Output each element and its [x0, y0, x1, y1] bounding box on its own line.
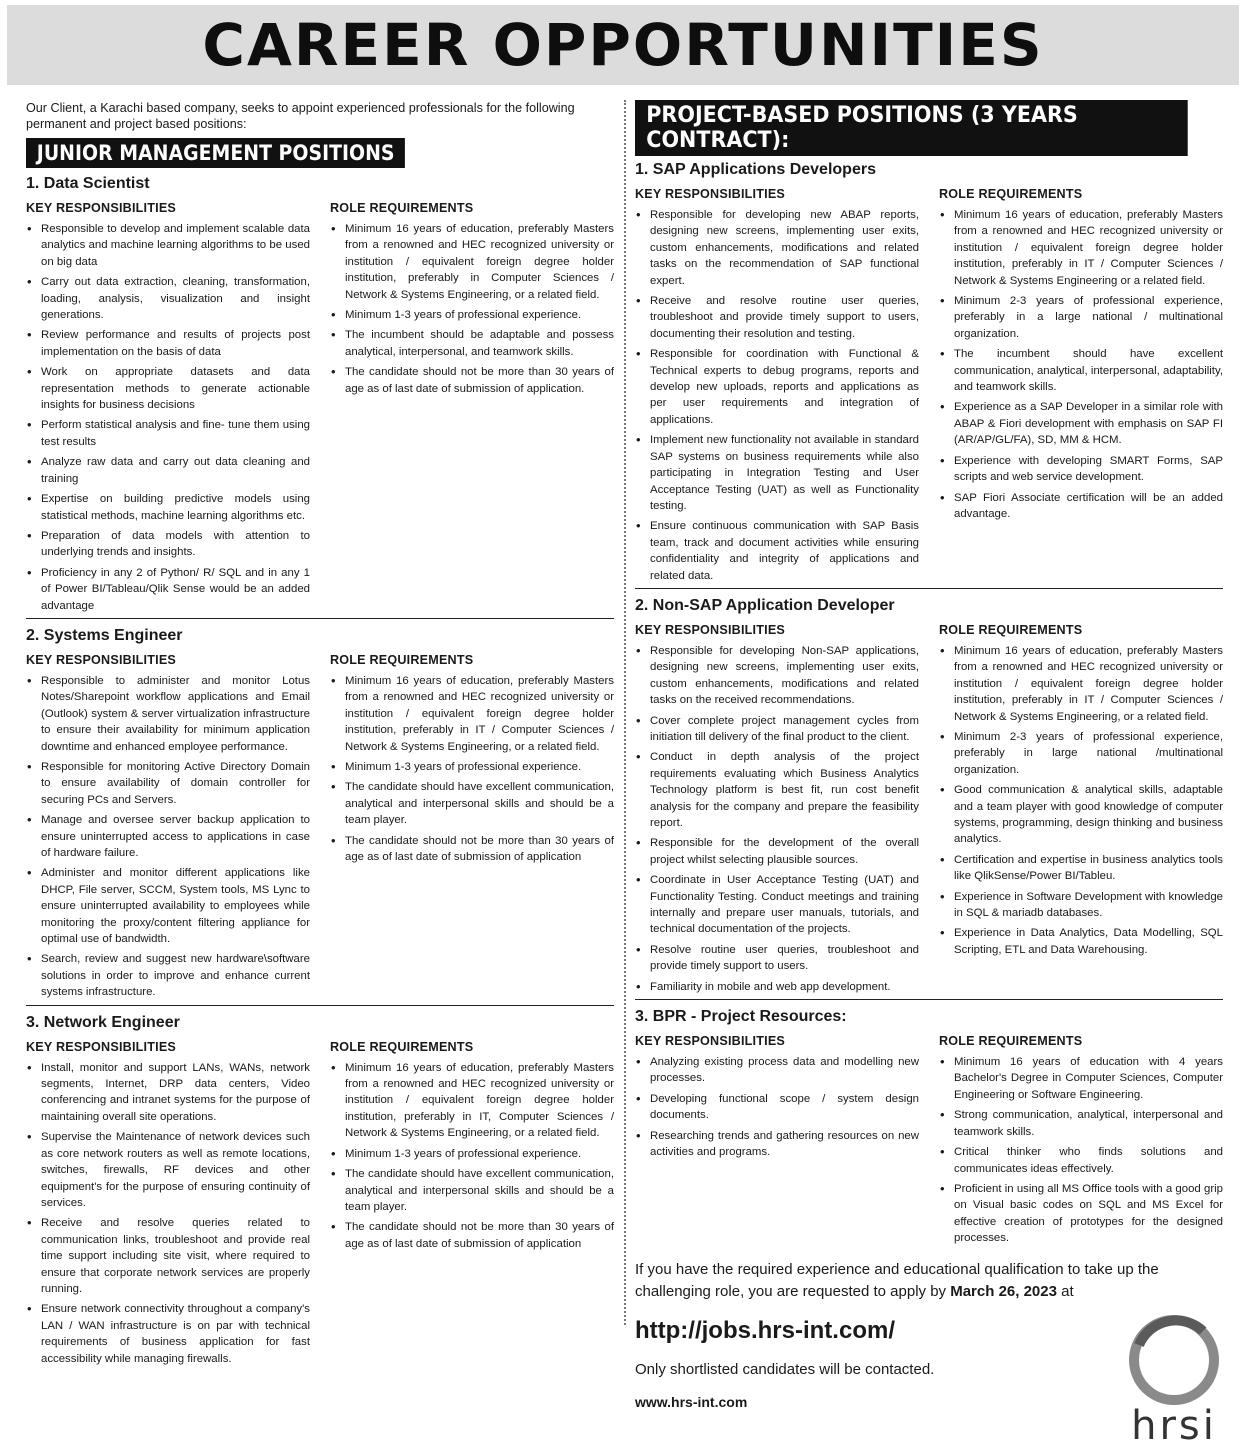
position-section: [635, 597, 1223, 1000]
intro-text: Our Client, a Karachi based company, seeks to appoint experienced professionals for the following permanent and project based positions:: [26, 101, 575, 131]
list-item: • Receive and resolve queries related to communication links, troubleshoot and provide real time support including site visit, where required to ensure that corporate network services are properly running.: [26, 1215, 310, 1297]
list-item: • Responsible for the development of the overall project whilst selecting plausible sources.: [635, 835, 919, 868]
role-requirements: [330, 1040, 614, 1371]
position-title: 2. Systems Engineer: [26, 626, 183, 644]
key-responsibilities-list: [26, 221, 310, 614]
list-item: • Ensure network connectivity throughout a company's LAN / WAN infrastructure is on par with technical requirements of business application for fast accessibility while managing firewalls.: [26, 1301, 310, 1367]
role-requirements-list: [330, 673, 614, 865]
list-item: • Minimum 1-3 years of professional experience.: [330, 307, 614, 323]
position-columns: [635, 187, 1223, 588]
list-item: • Implement new functionality not available in standard SAP systems on business requirements while also participating in Integration Testing and User Acceptance Testing (UAT) as well as Functionality testing.: [635, 432, 919, 514]
list-item: • Experience in Software Development with knowledge in SQL & mariadb databases.: [939, 889, 1223, 922]
position-title: 1. SAP Applications Developers: [635, 161, 876, 178]
list-item: • Minimum 2-3 years of professional experience, preferably in a large national / multinational organization.: [939, 293, 1223, 342]
key-responsibilities: [26, 201, 310, 618]
list-item: • Receive and resolve routine user queries, troubleshoot and provide timely support to users, documenting their resolution and testing.: [635, 293, 919, 342]
key-responsibilities: [26, 1040, 310, 1371]
list-item: • Administer and monitor different applications like DHCP, File server, SCCM, System tools, MS Lync to ensure uninterrupted availability to employees while monitoring the proxy/content filtering appliance for optimal use of bandwidth.: [26, 865, 310, 947]
junior-management-heading: JUNIOR MANAGEMENT POSITIONS: [26, 138, 405, 168]
logo-text: hrsi: [1131, 1402, 1217, 1449]
role-requirements-heading: ROLE REQUIREMENTS: [939, 1034, 1083, 1049]
position-title: 3. Network Engineer: [26, 1013, 180, 1031]
list-item: • Minimum 1-3 years of professional experience.: [330, 1146, 614, 1162]
list-item: • Certification and expertise in business analytics tools like QlikSense/Power BI/Tableu.: [939, 852, 1223, 885]
list-item: • Minimum 16 years of education, preferably Masters from a renowned and HEC recognized university or institution / equivalent foreign degree holder institution, preferably in IT / Computer Sciences / Network & Systems Engineering, or a related field.: [939, 643, 1223, 725]
role-requirements-heading: ROLE REQUIREMENTS: [939, 187, 1083, 201]
list-item: • Install, monitor and support LANs, WANs, network segments, Internet, DRP data centers, Video conferencing and intranet systems for the purpose of maintaining overall site operations.: [26, 1060, 310, 1126]
role-requirements: [939, 1034, 1223, 1250]
apply-instructions: [635, 1259, 1223, 1303]
role-requirements-list: [330, 1060, 614, 1252]
list-item: • Proficient in using all MS Office tools with a good grip on Visual basic codes on SQL and MS Excel for effective creation of prototypes for the designed processes.: [939, 1181, 1223, 1247]
list-item: • Responsible for coordination with Functional & Technical experts to debug programs, reports and develop new uploads, reports and applications as per user requirements and integration of applications.: [635, 346, 919, 428]
key-responsibilities-heading: KEY RESPONSIBILITIES: [26, 1039, 177, 1054]
left-column: [26, 100, 614, 1379]
list-item: • Expertise on building predictive models using statistical methods, machine learning algorithms etc.: [26, 491, 310, 524]
list-item: • The incumbent should be adaptable and possess analytical, interpersonal, and teamwork skills.: [330, 327, 614, 360]
position-columns: [26, 1040, 614, 1371]
role-requirements: [330, 653, 614, 1005]
key-responsibilities: [635, 1034, 919, 1250]
key-responsibilities-heading: KEY RESPONSIBILITIES: [635, 187, 786, 201]
list-item: • Responsible to administer and monitor Lotus Notes/Sharepoint workflow applications and Email (Outlook) system & server virtualization infrastructure to ensure their availability for minimum application downtime and enhanced employee performance.: [26, 673, 310, 755]
list-item: • The candidate should not be more than 30 years of age as of last date of submission of application: [330, 1219, 614, 1252]
apply-text-after: at: [1056, 1282, 1074, 1300]
role-requirements-heading: ROLE REQUIREMENTS: [330, 652, 474, 667]
position-section: [635, 161, 1223, 589]
shortlist-note: Only shortlisted candidates will be contacted.: [635, 1360, 935, 1378]
list-item: • Experience with developing SMART Forms, SAP scripts and web service development.: [939, 453, 1223, 486]
key-responsibilities: [635, 623, 919, 999]
list-item: • Responsible to develop and implement scalable data analytics and machine learning algorithms to be used on big data: [26, 221, 310, 270]
list-item: • Analyze raw data and carry out data cleaning and training: [26, 454, 310, 487]
list-item: • Good communication & analytical skills, adaptable and a team player with good knowledge of computer systems, programming, design thinking and business analytics.: [939, 782, 1223, 848]
apply-text-before: If you have the required experience and educational qualification to take up the challenging role, you are requested to apply by: [635, 1260, 1159, 1300]
list-item: • Minimum 16 years of education, preferably Masters from a renowned and HEC recognized university or institution / equivalent foreign degree holder institution, preferably in Computer Sciences / Network & Systems Engineering, or a related field.: [330, 221, 614, 303]
list-item: • Responsible for developing Non-SAP applications, designing new screens, implementing user exits, custom enhancements, modifications and related tasks on the received recommendations.: [635, 643, 919, 709]
position-section: [26, 175, 614, 619]
role-requirements-list: [939, 643, 1223, 958]
apply-deadline: March 26, 2023: [950, 1282, 1057, 1300]
list-item: • The candidate should have excellent communication, analytical and interpersonal skills and should be a team player.: [330, 779, 614, 828]
position-columns: [26, 201, 614, 618]
list-item: • Critical thinker who finds solutions and communicates ideas effectively.: [939, 1144, 1223, 1177]
position-section: [26, 1014, 614, 1371]
position-columns: [635, 1034, 1223, 1250]
list-item: • Carry out data extraction, cleaning, transformation, loading, analysis, visualization and insight generations.: [26, 274, 310, 323]
position-columns: [26, 653, 614, 1005]
role-requirements: [939, 187, 1223, 588]
list-item: • Preparation of data models with attention to underlying trends and insights.: [26, 528, 310, 561]
list-item: • Perform statistical analysis and fine- tune them using test results: [26, 417, 310, 450]
key-responsibilities-list: [635, 643, 919, 995]
list-item: • Minimum 2-3 years of professional experience, preferably in large national /multinational organization.: [939, 729, 1223, 778]
list-item: • Responsible for developing new ABAP reports, designing new screens, implementing user exits, custom enhancements, modifications and related tasks on the recommendation of SAP functional expert.: [635, 207, 919, 289]
role-requirements-heading: ROLE REQUIREMENTS: [330, 1039, 474, 1054]
role-requirements-list: [939, 207, 1223, 522]
list-item: • Minimum 16 years of education, preferably Masters from a renowned and HEC recognized university or institution / equivalent foreign degree holder institution, preferably in IT / Computer Sciences / Network & Systems Engineering, or a related field.: [330, 673, 614, 755]
list-item: • Work on appropriate datasets and data representation methods to generate actionable insights for business decisions: [26, 364, 310, 413]
position-columns: [635, 623, 1223, 999]
hrsi-logo: [1125, 1311, 1223, 1449]
list-item: • Coordinate in User Acceptance Testing (UAT) and Functionality Testing. Conduct meetings and training internally and prepare user manuals, tutorials, and technical documentation of the projects.: [635, 872, 919, 938]
list-item: • The candidate should not be more than 30 years of age as of last date of submission of application: [330, 833, 614, 866]
role-requirements-heading: ROLE REQUIREMENTS: [939, 622, 1083, 637]
key-responsibilities-list: [635, 1054, 919, 1160]
column-divider: [624, 100, 626, 1325]
list-item: • Analyzing existing process data and modelling new processes.: [635, 1054, 919, 1087]
project-positions: [635, 161, 1223, 1251]
key-responsibilities-heading: KEY RESPONSIBILITIES: [26, 652, 177, 667]
position-title: 1. Data Scientist: [26, 175, 150, 192]
role-requirements: [939, 623, 1223, 999]
list-item: • The candidate should have excellent communication, analytical and interpersonal skills and should be a team player.: [330, 1166, 614, 1215]
key-responsibilities-heading: KEY RESPONSIBILITIES: [26, 201, 177, 215]
key-responsibilities-list: [26, 673, 310, 1001]
position-title: 3. BPR - Project Resources:: [635, 1008, 847, 1026]
list-item: • Responsible for monitoring Active Directory Domain to ensure availability of domain controller for securing PCs and Servers.: [26, 759, 310, 808]
list-item: • Minimum 16 years of education with 4 years Bachelor's Degree in Computer Sciences, Computer Engineering or Software Engineering.: [939, 1054, 1223, 1103]
list-item: • Minimum 16 years of education, preferably Masters from a renowned and HEC recognized university or institution / equivalent foreign degree holder institution, preferably in IT / Computer Sciences / Network & Systems Engineering or a related field.: [939, 207, 1223, 289]
list-item: • The incumbent should have excellent communication, analytical, interpersonal, adaptability, and teamwork skills.: [939, 346, 1223, 395]
role-requirements: [330, 201, 614, 618]
role-requirements-list: [939, 1054, 1223, 1246]
position-section: [26, 627, 614, 1006]
list-item: • Minimum 16 years of education, preferably Masters from a renowned and HEC recognized university or institution / equivalent foreign degree holder institution, preferably in IT, Computer Sciences / Network & Systems Engineering, or a related field.: [330, 1060, 614, 1142]
list-item: • Experience in Data Analytics, Data Modelling, SQL Scripting, ETL and Data Warehousing.: [939, 925, 1223, 958]
key-responsibilities-heading: KEY RESPONSIBILITIES: [635, 622, 786, 637]
list-item: • Conduct in depth analysis of the project requirements evaluating which Business Analytics Technology platform is best fit, run cost benefit analysis for the company and prepare the feasibility report.: [635, 749, 919, 831]
project-based-heading: PROJECT-BASED POSITIONS (3 YEARS CONTRACT):: [635, 100, 1188, 156]
list-item: • Supervise the Maintenance of network devices such as core network routers as well as remote locations, switches, firewalls, RF devices and other equipment's for the purpose of ensuring continuity of services.: [26, 1129, 310, 1211]
list-item: • The candidate should not be more than 30 years of age as of last date of submission of application.: [330, 364, 614, 397]
key-responsibilities: [26, 653, 310, 1005]
role-requirements-heading: ROLE REQUIREMENTS: [330, 201, 474, 215]
apply-section: [635, 1259, 1223, 1449]
list-item: • Resolve routine user queries, troubleshoot and provide timely support to users.: [635, 942, 919, 975]
list-item: • Familiarity in mobile and web app development.: [635, 979, 919, 995]
position-section: [635, 1008, 1223, 1250]
list-item: • Search, review and suggest new hardware\software solutions in order to improve and enhance current systems infrastructure.: [26, 951, 310, 1000]
role-requirements-list: [330, 221, 614, 397]
list-item: • Proficiency in any 2 of Python/ R/ SQL and in any 1 of Power BI/Tableau/Qlik Sense would be an added advantage: [26, 565, 310, 614]
position-title: 2. Non-SAP Application Developer: [635, 596, 895, 614]
right-column: [635, 100, 1223, 1449]
list-item: • Researching trends and gathering resources on new activities and programs.: [635, 1128, 919, 1161]
key-responsibilities-heading: KEY RESPONSIBILITIES: [635, 1034, 786, 1049]
list-item: • Cover complete project management cycles from initiation till delivery of the final product to the client.: [635, 713, 919, 746]
key-responsibilities: [635, 187, 919, 588]
list-item: • Strong communication, analytical, interpersonal and teamwork skills.: [939, 1107, 1223, 1140]
list-item: • Manage and oversee server backup application to ensure uninterrupted access to applications in case of hardware failure.: [26, 812, 310, 861]
list-item: • Minimum 1-3 years of professional experience.: [330, 759, 614, 775]
website-link[interactable]: www.hrs-int.com: [635, 1393, 748, 1410]
apply-url-link[interactable]: http://jobs.hrs-int.com/: [635, 1316, 895, 1344]
junior-positions: [26, 175, 614, 1371]
list-item: • Experience as a SAP Developer in a similar role with ABAP & Fiori development with emphasis on SAP FI (AR/AP/GL/FA), SD, MM & HCM.: [939, 399, 1223, 448]
key-responsibilities-list: [26, 1060, 310, 1367]
header-banner: [7, 5, 1239, 85]
logo-ring-icon: [1125, 1311, 1223, 1409]
page-title: CAREER OPPORTUNITIES: [202, 11, 1044, 79]
list-item: • Review performance and results of projects post implementation on the basis of data: [26, 327, 310, 360]
list-item: • Ensure continuous communication with SAP Basis team, track and document activities while ensuring confidentiality and integrity of applications and related data.: [635, 518, 919, 584]
list-item: • Developing functional scope / system design documents.: [635, 1091, 919, 1124]
key-responsibilities-list: [635, 207, 919, 584]
list-item: • SAP Fiori Associate certification will be an added advantage.: [939, 490, 1223, 523]
